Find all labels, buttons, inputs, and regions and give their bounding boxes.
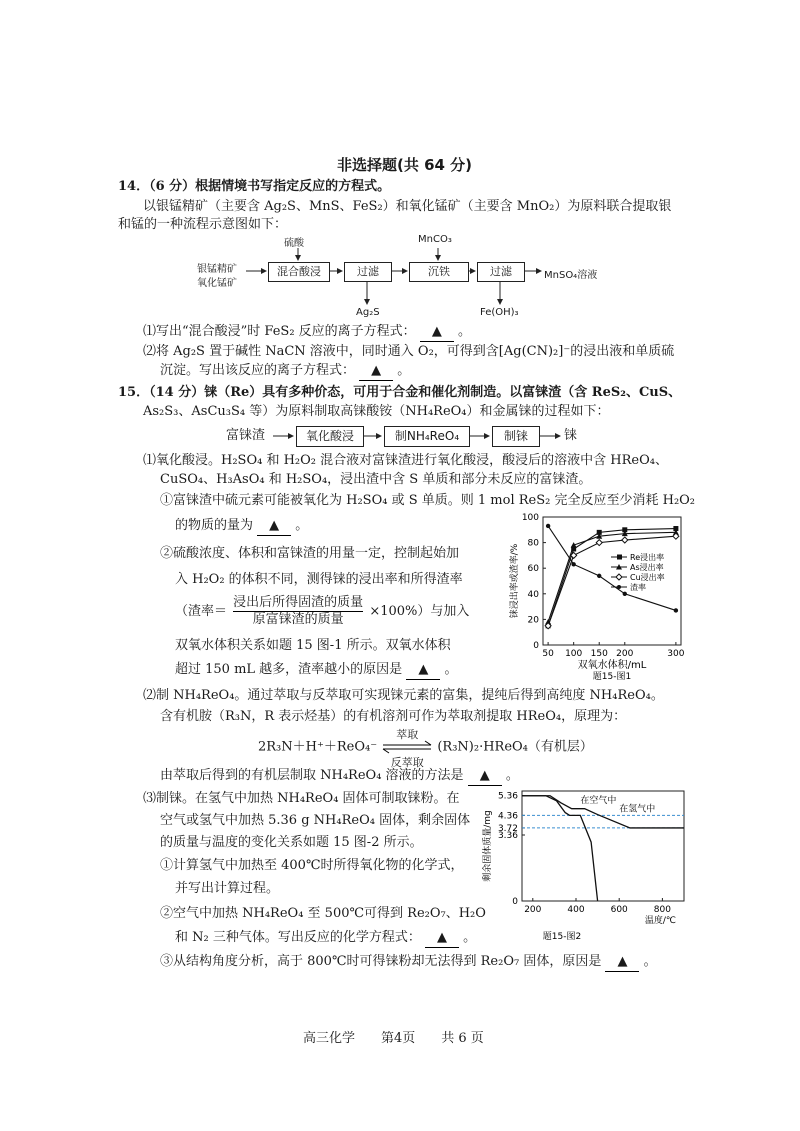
series-label: 在氢气中 xyxy=(619,804,656,815)
q15-s3-q1-line2: 并写出计算过程。 xyxy=(175,881,280,896)
q15-s2-line1: ⑵制 NH₄ReO₄。通过萃取与反萃取可实现铼元素的富集，提纯后得到高纯度 NH₄ReO₄。 xyxy=(143,688,664,703)
data-point-slag xyxy=(623,592,627,596)
q14-part2-answer-blank[interactable]: ▲ xyxy=(359,362,393,381)
y-tick-label: 20 xyxy=(527,615,539,626)
legend-label: As浸出率 xyxy=(630,563,664,572)
q14-intro-line1: 以银锰精矿（主要含 Ag₂S、MnS、FeS₂）和氧化锰矿（主要含 MnO₂）为原料联合提取银 xyxy=(143,199,672,214)
q14-part1-answer-blank[interactable]: ▲ xyxy=(420,323,454,342)
q15-s1-q1-end: 。 xyxy=(295,518,309,533)
x-tick-label: 50 xyxy=(542,649,554,659)
flow15-box-make-rhenium: 制铼 xyxy=(492,426,540,447)
q15-s2 xyxy=(160,767,519,786)
x-axis-label: 温度/℃ xyxy=(644,916,676,926)
y-tick-label: 3.36 xyxy=(497,831,518,841)
q15-s2-answer-blank[interactable]: ▲ xyxy=(468,767,502,786)
q15-s3-q3-answer-blank[interactable]: ▲ xyxy=(605,953,639,972)
q15-s3-q2 xyxy=(175,929,476,948)
q15-s3-q1-line1: ①计算氢气中加热至 400℃时所得氧化物的化学式， xyxy=(160,858,464,873)
q15-s1-q2 xyxy=(175,661,457,680)
series-line-air xyxy=(522,796,598,901)
y-tick-label: 100 xyxy=(521,513,539,523)
q15-s1-q1 xyxy=(175,517,308,536)
q15-s3-line3: 的质量与温度的变化关系如题 15 图-2 所示。 xyxy=(160,835,423,850)
flow-reagent-sulfuric-acid: 硫酸 xyxy=(284,238,304,249)
flow15-box-make-nh4reo4: 制NH₄ReO₄ xyxy=(384,426,470,447)
y-axis-label: 剩余固体质量/mg xyxy=(483,810,493,882)
flow-box-filter-1: 过滤 xyxy=(344,262,392,282)
data-point-cu xyxy=(596,540,602,546)
y-tick-label: 0 xyxy=(533,641,539,651)
equation-products: (R₃N)₂·HReO₄（有机层） xyxy=(437,739,593,755)
chart-title: 题15-图1 xyxy=(592,672,632,680)
data-point-slag xyxy=(674,608,678,612)
flow-reagent-mnco3: MnCO₃ xyxy=(418,234,452,245)
chart-figure-15-1 xyxy=(495,505,690,680)
q14-part2-end: 。 xyxy=(397,363,411,378)
equation-reverse-label: 反萃取 xyxy=(390,756,424,769)
q14-part2 xyxy=(160,362,410,381)
q15-s1-q2-end: 。 xyxy=(444,662,458,677)
legend-label: 渣率 xyxy=(630,583,646,592)
flow-box-mixed-acid-leach: 混合酸浸 xyxy=(268,262,330,282)
q15-s3-q2-answer-blank[interactable]: ▲ xyxy=(425,929,459,948)
q15-s1-q2-formula xyxy=(175,595,469,628)
q15-s3-line2: 空气或氢气中加热 5.36 g NH₄ReO₄ 固体，剩余固体 xyxy=(160,813,471,828)
flow15-end: 铼 xyxy=(564,428,578,443)
flow-output-mnso4: MnSO₄溶液 xyxy=(544,270,598,281)
page-footer: 高三化学 第4页 共 6 页 xyxy=(303,1031,484,1046)
flow-box-precipitate-iron: 沉铁 xyxy=(409,262,469,282)
q15-s1-q2-text: 超过 150 mL 越多，渣率越小的原因是 xyxy=(175,662,403,677)
q14-part2-text: 沉淀。写出该反应的离子方程式： xyxy=(160,363,356,378)
section-title: 非选择题(共 64 分) xyxy=(337,156,473,174)
x-tick-label: 400 xyxy=(567,905,585,915)
y-tick-label: 40 xyxy=(527,589,539,600)
flow-byproduct-feoh3: Fe(OH)₃ xyxy=(480,307,519,318)
y-tick-label: 4.36 xyxy=(497,811,518,822)
q14-part1-end: 。 xyxy=(457,324,471,339)
y-tick-label: 0 xyxy=(512,897,518,907)
data-point-cu xyxy=(622,537,628,543)
formula-prefix: （渣率＝ xyxy=(175,604,228,619)
data-point-cu xyxy=(571,552,577,558)
flow-input-silver-ore: 银锰精矿 xyxy=(197,264,237,275)
y-axis-label: 铼浸出率或渣率/% xyxy=(510,543,520,619)
q15-s2-text: 由萃取后得到的有机层制取 NH₄ReO₄ 溶液的方法是 xyxy=(160,768,464,783)
flow-input-mn-oxide-ore: 氧化锰矿 xyxy=(197,278,237,289)
y-tick-label: 3.72 xyxy=(497,823,518,834)
q14-part1 xyxy=(143,323,471,342)
y-tick-label: 60 xyxy=(527,564,539,575)
q15-s1-line2: CuSO₄、H₃AsO₄ 和 H₂SO₄，浸出渣中含 S 单质和部分未反应的富铼渣。 xyxy=(160,472,592,487)
formula-fraction xyxy=(233,595,363,628)
q15-s1-q2-answer-blank[interactable]: ▲ xyxy=(406,661,440,680)
q15-s3-q2-text: 和 N₂ 三种气体。写出反应的化学方程式： xyxy=(175,930,421,945)
formula-numerator: 浸出后所得固渣的质量 xyxy=(233,595,364,610)
q14-intro-line2: 和锰的一种流程示意图如下： xyxy=(118,217,288,232)
formula-denominator: 原富铼渣的质量 xyxy=(252,612,344,627)
legend-label: Re浸出率 xyxy=(630,553,665,562)
x-tick-label: 100 xyxy=(565,649,583,659)
extraction-equation xyxy=(258,728,593,769)
data-point-slag xyxy=(571,562,575,566)
flow15-box-oxidative-acid-leach: 氧化酸浸 xyxy=(296,426,364,447)
x-tick-label: 150 xyxy=(590,649,608,659)
equation-forward-label: 萃取 xyxy=(396,728,419,741)
x-tick-label: 800 xyxy=(653,905,671,915)
q14-part1-text: ⑴写出“混合酸浸”时 FeS₂ 反应的离子方程式： xyxy=(143,324,416,339)
chart-figure-15-2 xyxy=(478,785,698,945)
flow-arrows xyxy=(0,0,800,330)
x-tick-label: 200 xyxy=(616,649,634,659)
q15-s1-q1-answer-blank[interactable]: ▲ xyxy=(257,517,291,536)
q15-s3-q2-line1: ②空气中加热 NH₄ReO₄ 至 500℃可得到 Re₂O₇、H₂O xyxy=(160,906,486,921)
q15-s3-q2-end: 。 xyxy=(463,930,477,945)
flow15-arrows xyxy=(0,420,800,450)
q15-s2-line2: 含有机胺（R₃N，R 表示烃基）的有机溶剂可作为萃取剂提取 HReO₄，原理为： xyxy=(160,709,627,724)
q15-s3-q3-end: 。 xyxy=(643,954,657,969)
q15-s1-q2-line4: 双氧水体积关系如题 15 图-1 所示。双氧水体积 xyxy=(175,638,451,653)
equilibrium-arrow xyxy=(381,728,433,769)
x-axis-label: 双氧水体积/mL xyxy=(577,660,647,671)
q15-heading-line2: As₂S₃、AsCu₃S₄ 等）为原料制取高铼酸铵（NH₄ReO₄）和金属铼的过程如下： xyxy=(143,404,610,419)
q15-s1-q2-line1: ②硫酸浓度、体积和富铼渣的用量一定，控制起始加 xyxy=(160,546,460,561)
q15-s3-q3-text: ③从结构角度分析，高于 800℃时可得铼粉却无法得到 Re₂O₇ 固体，原因是 xyxy=(160,954,602,969)
formula-suffix: ×100%）与加入 xyxy=(369,604,470,619)
q15-s3-q3 xyxy=(160,953,657,972)
x-tick-label: 200 xyxy=(524,905,542,915)
q15-s1-q2-line2: 入 H₂O₂ 的体积不同，测得铼的浸出率和所得渣率 xyxy=(175,572,463,587)
q15-s2-end: 。 xyxy=(505,768,519,783)
flow-box-filter-2: 过滤 xyxy=(477,262,525,282)
q14-part2-line1: ⑵将 Ag₂S 置于碱性 NaCN 溶液中，同时通入 O₂，可得到含[Ag(CN)₂]⁻的浸出液和单质硫 xyxy=(143,344,675,359)
legend-marker xyxy=(617,555,622,560)
data-point-slag xyxy=(546,524,550,528)
equation-reactants: 2R₃N＋H⁺＋ReO₄⁻ xyxy=(258,739,378,755)
legend-label: Cu浸出率 xyxy=(630,573,665,582)
q15-s1-q1-line1: ①富铼渣中硫元素可能被氧化为 H₂SO₄ 或 S 单质。则 1 mol ReS₂ 完全反应至少消耗 H₂O₂ xyxy=(160,493,696,508)
x-tick-label: 300 xyxy=(667,649,685,659)
flow-byproduct-ag2s: Ag₂S xyxy=(356,307,380,318)
legend-marker xyxy=(616,574,622,580)
y-tick-label: 5.36 xyxy=(497,791,518,802)
y-tick-label: 80 xyxy=(527,538,539,549)
q15-heading-line1: 15．（14 分）铼（Re）具有多种价态，可用于合金和催化剂制造。以富铼渣（含 ReS₂、CuS、 xyxy=(118,385,682,400)
q15-s3-line1: ⑶制铼。在氢气中加热 NH₄ReO₄ 固体可制取铼粉。在 xyxy=(143,791,460,806)
plot-frame xyxy=(522,791,684,901)
series-label: 在空气中 xyxy=(580,795,617,806)
chart-title: 题15-图2 xyxy=(542,932,582,942)
x-tick-label: 600 xyxy=(610,905,628,915)
q14-heading: 14．（6 分）根据情境书写指定反应的方程式。 xyxy=(118,179,391,194)
data-point-slag xyxy=(597,574,601,578)
q15-s1-q1-text: 的物质的量为 xyxy=(175,518,254,533)
flow15-start: 富铼渣 xyxy=(226,428,266,443)
legend-marker xyxy=(617,585,621,589)
q15-s1-line1: ⑴氧化酸浸。H₂SO₄ 和 H₂O₂ 混合液对富铼渣进行氧化酸浸，酸浸后的溶液中含 HReO₄、 xyxy=(143,453,668,468)
